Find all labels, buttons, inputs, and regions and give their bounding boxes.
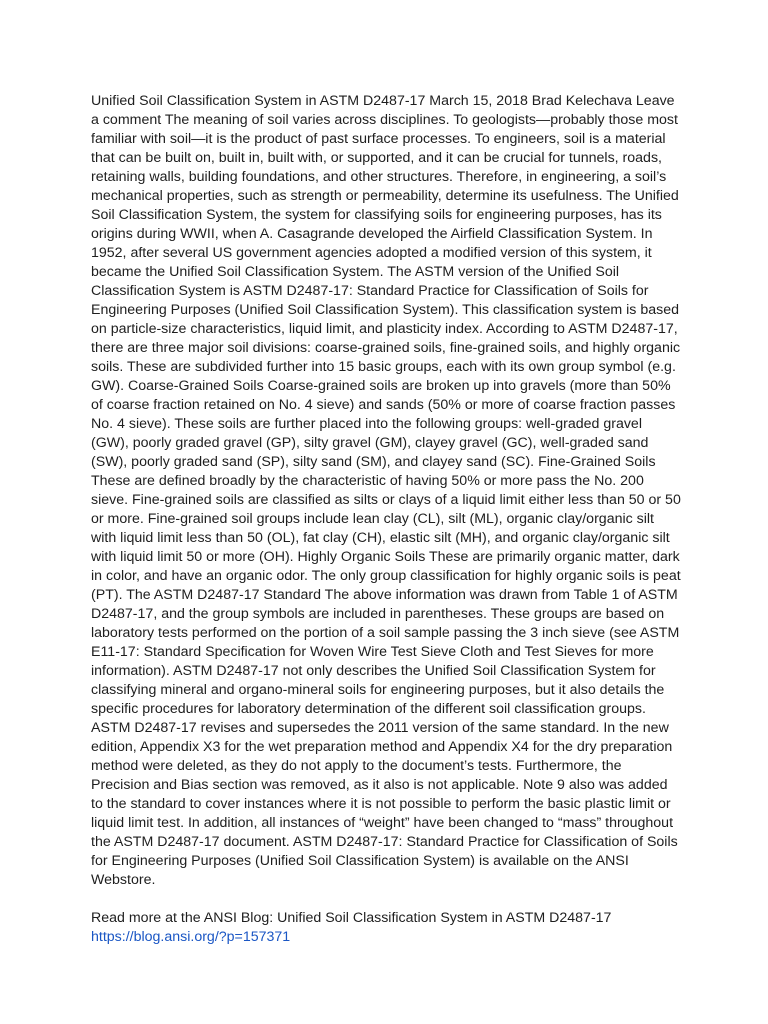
paragraph-spacer	[91, 890, 683, 909]
document-page	[91, 92, 683, 947]
read-more-text: Read more at the ANSI Blog: Unified Soil Classification System in ASTM D2487-17	[91, 910, 612, 926]
article-body: Unified Soil Classification System in ASTM D2487-17 March 15, 2018 Brad Kelechava Leave a comment The meaning of soil varies across disciplines. To geologists—probably those most familiar with soil—it is the product of past surface processes. To engineers, soil is a material that can be built on, built in, built with, or supported, and it can be crucial for tunnels, roads, retaining walls, building foundations, and other structures. Therefore, in engineering, a soil’s mechanical properties, such as strength or permeability, determine its usefulness. The Unified Soil Classification System, the system for classifying soils for engineering purposes, has its origins during WWII, when A. Casagrande developed the Airfield Classification System. In 1952, after several US government agencies adopted a modified version of this system, it became the Unified Soil Classification System. The ASTM version of the Unified Soil Classification System is ASTM D2487-17: Standard Practice for Classification of Soils for Engineering Purposes (Unified Soil Classification System). This classification system is based on particle-size characteristics, liquid limit, and plasticity index. According to ASTM D2487-17, there are three major soil divisions: coarse-grained soils, fine-grained soils, and highly organic soils. These are subdivided further into 15 basic groups, each with its own group symbol (e.g. GW). Coarse-Grained Soils Coarse-grained soils are broken up into gravels (more than 50% of coarse fraction retained on No. 4 sieve) and sands (50% or more of coarse fraction passes No. 4 sieve). These soils are further placed into the following groups: well-graded gravel (GW), poorly graded gravel (GP), silty gravel (GM), clayey gravel (GC), well-graded sand (SW), poorly graded sand (SP), silty sand (SM), and clayey sand (SC). Fine-Grained Soils These are defined broadly by the characteristic of having 50% or more pass the No. 200 sieve. Fine-grained soils are classified as silts or clays of a liquid limit either less than 50 or 50 or more. Fine-grained soil groups include lean clay (CL), silt (ML), organic clay/organic silt with liquid limit less than 50 (OL), fat clay (CH), elastic silt (MH), and organic clay/organic silt with liquid limit 50 or more (OH). Highly Organic Soils These are primarily organic matter, dark in color, and have an organic odor. The only group classification for highly organic soils is peat (PT). The ASTM D2487-17 Standard The above information was drawn from Table 1 of ASTM D2487-17, and the group symbols are included in parentheses. These groups are based on laboratory tests performed on the portion of a soil sample passing the 3 inch sieve (see ASTM E11-17: Standard Specification for Woven Wire Test Sieve Cloth and Test Sieves for more information). ASTM D2487-17 not only describes the Unified Soil Classification System for classifying mineral and organo-mineral soils for engineering purposes, but it also details the specific procedures for laboratory determination of the different soil classification groups. ASTM D2487-17 revises and supersedes the 2011 version of the same standard. In the new edition, Appendix X3 for the wet preparation method and Appendix X4 for the dry preparation method were deleted, as they do not apply to the document’s tests. Furthermore, the Precision and Bias section was removed, as it also is not applicable. Note 9 also was added to the standard to cover instances where it is not possible to perform the basic plastic limit or liquid limit test. In addition, all instances of “weight” have been changed to “mass” throughout the ASTM D2487-17 document. ASTM D2487-17: Standard Practice for Classification of Soils for Engineering Purposes (Unified Soil Classification System) is available on the ANSI Webstore.	[91, 93, 681, 888]
blog-link[interactable]: https://blog.ansi.org/?p=157371	[91, 929, 291, 945]
read-more-line	[91, 909, 683, 947]
